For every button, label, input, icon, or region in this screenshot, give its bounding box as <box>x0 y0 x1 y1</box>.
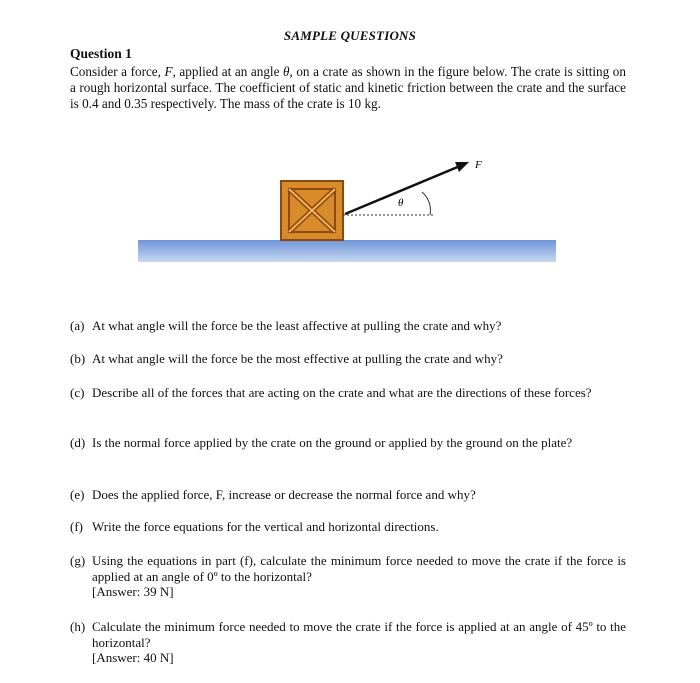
sub-question-text: Describe all of the forces that are acting on the crate and what are the directions of these forces? <box>92 385 592 400</box>
crate-figure <box>130 150 570 270</box>
sub-question-prompt: Using the equations in part (f), calculate the minimum force needed to move the crate if the force is applied at an angle of 0º to the horizontal? <box>92 553 626 584</box>
sub-question-prompt: Calculate the minimum force needed to move the crate if the force is applied at an angle of 45º to the horizontal? <box>92 619 626 650</box>
question-intro <box>70 64 626 112</box>
crate <box>281 181 343 240</box>
sub-question-text <box>92 619 626 666</box>
sub-question-label: (g) <box>70 553 86 568</box>
answer-hint: [Answer: 40 N] <box>92 650 174 665</box>
sub-question-a <box>70 318 626 334</box>
sub-question-label: (e) <box>70 487 85 502</box>
sub-question-d <box>70 435 626 451</box>
intro-text-3: , on a crate as shown in the figure below. The crate is sitting on a rough horizontal surface. The coefficient of static and kinetic friction between the crate and the surface is 0.4 and 0.35 respectively. The mass of the crate is 10 kg. <box>70 64 626 111</box>
answer-hint: [Answer: 39 N] <box>92 584 174 599</box>
sub-question-g <box>70 553 626 600</box>
sub-question-h <box>70 619 626 666</box>
intro-var-force: F <box>164 64 173 79</box>
sub-question-label: (b) <box>70 351 86 366</box>
intro-text-1: Consider a force, <box>70 64 165 79</box>
question-heading: Question 1 <box>70 46 132 61</box>
intro-var-angle: θ <box>283 64 290 79</box>
sub-question-c <box>70 385 626 401</box>
angle-arc <box>422 192 430 215</box>
page-title: SAMPLE QUESTIONS <box>283 28 417 43</box>
sub-question-label: (h) <box>70 619 86 634</box>
sub-question-f <box>70 519 626 535</box>
sub-question-label: (c) <box>70 385 85 400</box>
sub-question-text: Is the normal force applied by the crate on the ground or applied by the ground on the plate? <box>92 435 573 450</box>
sub-question-label: (d) <box>70 435 86 450</box>
sub-question-label: (f) <box>70 519 83 534</box>
sub-question-text: At what angle will the force be the most effective at pulling the crate and why? <box>92 351 503 366</box>
sub-question-label: (a) <box>70 318 85 333</box>
force-arrowhead <box>455 162 469 172</box>
intro-text-2: , applied at an angle <box>172 64 283 79</box>
ground-surface <box>138 240 556 262</box>
sub-question-text <box>92 553 626 600</box>
sub-question-text: Write the force equations for the vertical and horizontal directions. <box>92 519 439 534</box>
force-label: F <box>475 159 482 171</box>
sub-question-text: Does the applied force, F, increase or decrease the normal force and why? <box>92 487 476 502</box>
sub-question-text: At what angle will the force be the least affective at pulling the crate and why? <box>92 318 502 333</box>
sub-question-b <box>70 351 626 367</box>
angle-label: θ <box>398 197 404 209</box>
sub-question-e <box>70 487 626 503</box>
